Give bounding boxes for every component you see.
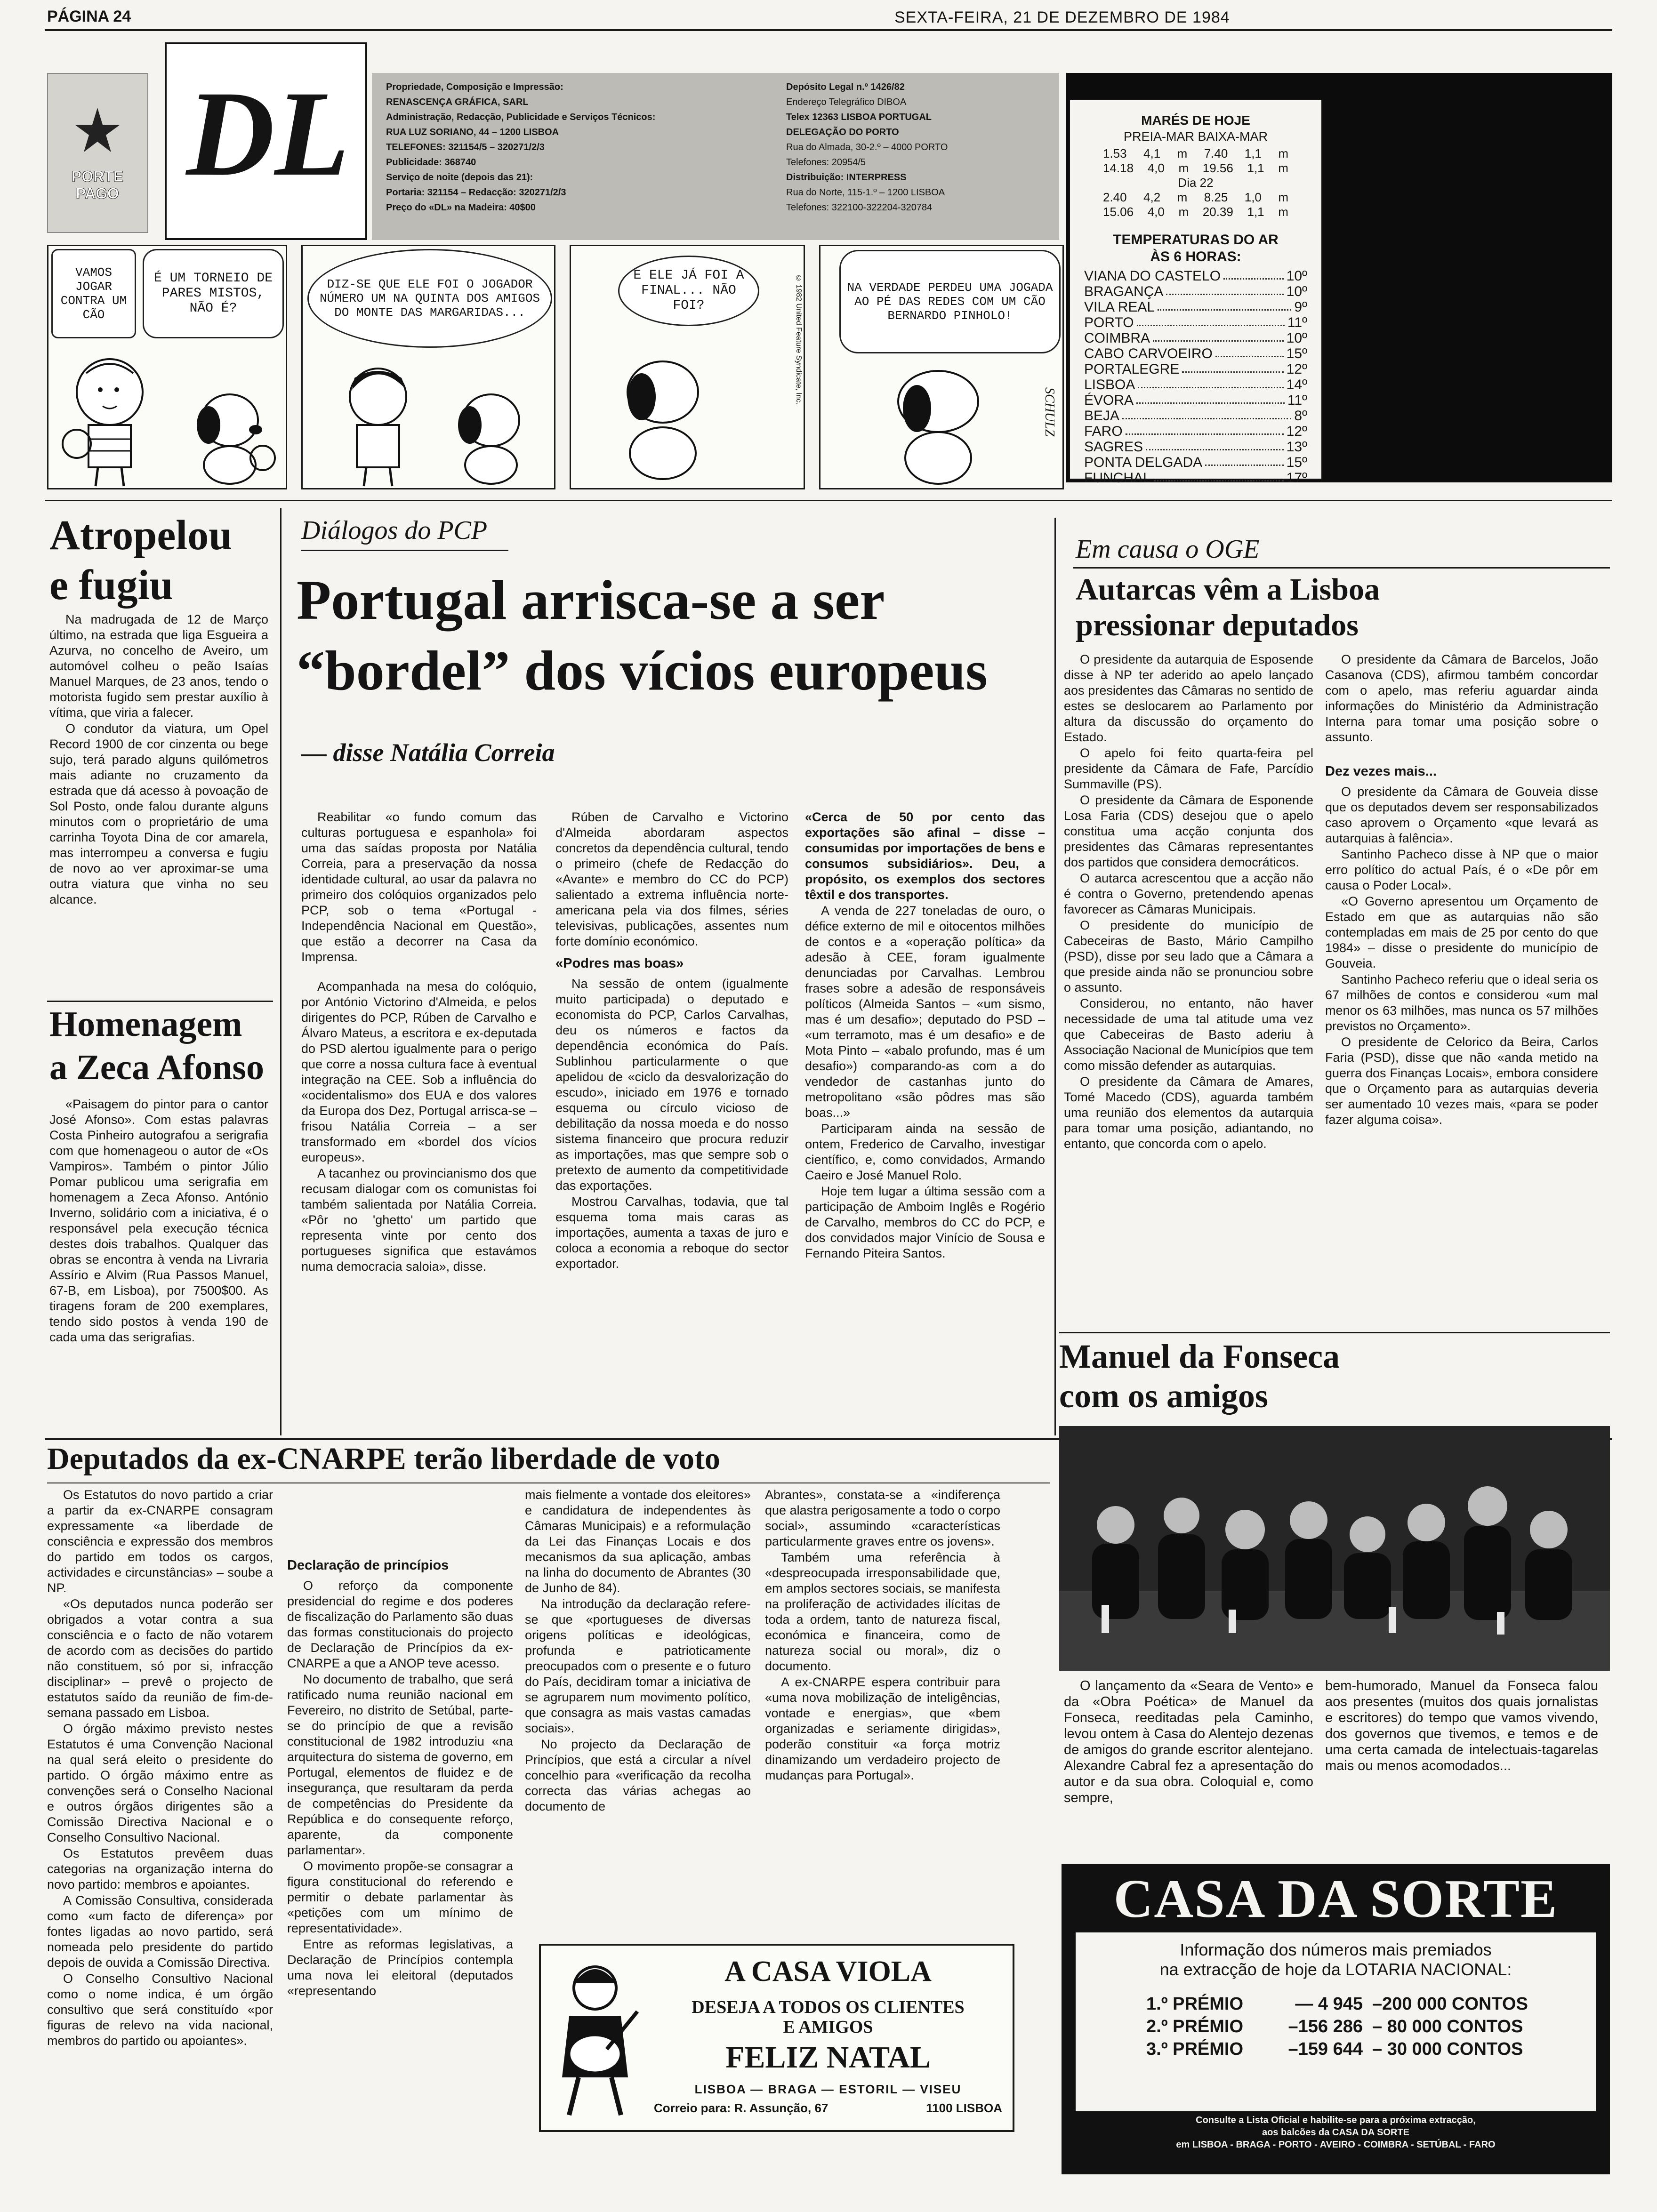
- subheading: Declaração de princípios: [287, 1558, 449, 1573]
- paragraph: Participaram ainda na sessão de ontem, Frederico de Carvalho, investigar científico, e, como convidados, Armando Caeiro e José Manuel Rolo.: [805, 1122, 1045, 1182]
- masthead-line: Distribuição: INTERPRESS: [786, 172, 907, 183]
- porte-pago-stamp: [47, 73, 148, 233]
- masthead-line: Rua do Almada, 30-2.º – 4000 PORTO: [786, 142, 948, 152]
- leader-dots: [1126, 424, 1284, 435]
- headline-atropelou: [49, 511, 275, 610]
- oge-kicker: Em causa o OGE: [1076, 535, 1260, 564]
- paragraph: O movimento propõe-se consagrar a figura constitucional do referendo e permitir o debate parlamentar às «petições com um mínimo de representatividade».: [287, 1859, 513, 1935]
- tides-title: MARÉS DE HOJE: [1141, 113, 1250, 128]
- leader-dots: [1137, 315, 1285, 326]
- paragraph: Rúben de Carvalho e Victorino d'Almeida abordaram aspectos concretos da dependência cultural, tendo o primeiro (chefe de Redacção do «Avante» e membro do CC do PCP) salientado a extrema influência norte-americana pela via dos filmes, séries televisivas, publicações, assentes num forte domínio económico.: [555, 810, 788, 948]
- group-photo-image: [1059, 1426, 1610, 1671]
- comic-panel-3: [570, 245, 805, 489]
- paragraph: O presidente da Câmara de Barcelos, João Casanova (CDS), afirmou também concordar com o apelo, mas referiu aguardar ainda informações do Ministério da Administração Interna para tomar uma posição sobre o assunto.: [1325, 652, 1598, 744]
- temperature-value: 8º: [1294, 408, 1307, 424]
- paragraph: Também uma referência à «despreocupada irresponsabilidade que, em amplos sectores sociais, se manifesta na proliferação de actividades ilícitas de toda a ordem, tanto de natureza fiscal, económica e financeira, como de natureza social ou moral», diz o documento.: [765, 1550, 1000, 1673]
- masthead-line: RENASCENÇA GRÁFICA, SARL: [386, 97, 529, 107]
- leader-dots: [1138, 377, 1283, 388]
- viola-title: A CASA VIOLA: [724, 1956, 932, 1988]
- paragraph: Mostrou Carvalhas, todavia, que tal esquema toma mais caras as importações, aumenta a taxas de juro e coloca a economia a reboque do sector exportador.: [555, 1194, 788, 1271]
- tides-header: PREIA-MAR BAIXA-MAR: [1123, 129, 1268, 144]
- city-name: VILA REAL: [1084, 299, 1155, 315]
- temperature-row: [1084, 424, 1307, 439]
- prize-label: 2.º PRÉMIO: [1146, 2017, 1244, 2036]
- paragraph: Considerou, no entanto, não haver necessidade de uma tal atitude uma vez que Cabeceiras de Basto aderiu à Associação Nacional de Municípios que tem como missão defender as autarquias.: [1064, 996, 1313, 1073]
- headline-line: com os amigos: [1059, 1377, 1268, 1415]
- paragraph: Na sessão de ontem (igualmente muito participada) o deputado e economista do PCP, Carlos Carvalhas, deu os números e factos da dependência económica do País. Sublinhou particularmente o que apelidou de «ciclo da desvalorização do escudo», iniciado em 1976 e tornado esquema ou círculo vicioso de debilitação da nossa moeda e do nosso sistema financeiro que procura reduzir as importações, mas que sempre sob o pretexto de aumento da competitividade das exportações.: [555, 977, 788, 1193]
- subheading: Dez vezes mais...: [1325, 764, 1437, 779]
- viola-greeting: FELIZ NATAL: [725, 2040, 931, 2075]
- guitar-player-icon: [550, 1960, 640, 2120]
- sorte-footer: [1066, 2114, 1605, 2151]
- masthead-line: Preço do «DL» na Madeira: 40$00: [386, 202, 536, 213]
- tide-row: 14.18 4,0 m 19.56 1,1 m: [1103, 161, 1288, 175]
- paragraph: Santinho Pacheco referiu que o ideal seria os 67 milhões de contos e considerou «um mal menor os 63 milhões, mas nunca os 57 milhões previstos no Orçamento».: [1325, 972, 1598, 1033]
- city-name: COIMBRA: [1084, 330, 1150, 346]
- masthead-line: RUA LUZ SORIANO, 44 – 1200 LISBOA: [386, 127, 559, 137]
- leader-dots: [1146, 439, 1284, 450]
- leader-dots: [1215, 346, 1284, 357]
- column-rule: [1054, 518, 1056, 1435]
- temperature-row: [1084, 455, 1307, 470]
- sorte-footer-line: aos balcões da CASA DA SORTE: [1262, 2127, 1410, 2138]
- paragraph: No documento de trabalho, que será ratificado numa reunião nacional em Fevereiro, no distrito de Setúbal, parte-se do princípio de que a revisão constitucional de 1982 introduziu «na arquitectura do sistema de governo, em Portugal, elementos de fluidez e de insegurança, que resultaram da perda de competências do Presidente da República e do consequente reforço, aparente, da componente parlamentar».: [287, 1672, 513, 1857]
- masthead-line: TELEFONES: 321154/5 – 320271/2/3: [386, 142, 545, 152]
- city-name: CABO CARVOEIRO: [1084, 346, 1213, 361]
- paragraph: Acompanhada na mesa do colóquio, por António Victorino d'Almeida, e pelos dirigentes do PCP, Rúben de Carvalho e Álvaro Mateus, a escritora e ex-deputada do PSD alertou igualmente para o perigo que corre a nossa cultura face à eventual integração na CEE. Sob a influência do «ocidentalismo» dos EUA e dos valores da Europa dos Dez, Portugal arrisca-se – frisou Natália Correia – a ser transformado em «bordel dos vícios europeus».: [301, 979, 537, 1164]
- leader-dots: [1182, 361, 1283, 373]
- sorte-footer-line: Consulte a Lista Oficial e habilite-se para a próxima extracção,: [1196, 2115, 1476, 2125]
- paragraph: A ex-CNARPE espera contribuir para «uma nova mobilização de inteligências, vontade e energias», que «bem organizadas e seriamente dirigidas», poderão constituir «a força motriz dinamizando um verdadeiro projecto de mudanças para Portugal».: [765, 1675, 1000, 1782]
- city-name: ÉVORA: [1084, 393, 1134, 408]
- city-name: SAGRES: [1084, 439, 1143, 455]
- leader-dots: [1223, 268, 1284, 280]
- prize-number: –159 644: [1288, 2039, 1363, 2059]
- masthead-info: [372, 73, 1059, 240]
- paragraph: O condutor da viatura, um Opel Record 1900 de cor cinzenta ou bege sujo, terá parado alguns quilómetros mais adiante no cruzamento da estrada que dá acesso à povoação de Sol Posto, onde falou durante alguns minutos com o proprietário de uma carrinha Toyota Dina de cor amarela, mas interrompeu a conversa e fugiu de novo ao ver aproximar-se uma outra viatura que vinha no seu alcance.: [49, 721, 268, 906]
- city-name: BRAGANÇA: [1084, 284, 1164, 299]
- leader-dots: [1154, 470, 1284, 481]
- paragraph: Santinho Pacheco disse à NP que o maior erro político do actual País, é o «De pôr em causa o Poder Local».: [1325, 847, 1598, 892]
- paragraph: «Cerca de 50 por cento das exportações são afinal – disse – consumidas por importações de bens e consumos subsidiários». Deu, a propósito, os exemplos dos sectores têxtil e dos transportes.: [805, 810, 1045, 902]
- prize-number: — 4 945: [1295, 1994, 1363, 2014]
- snoopy-figure: [609, 350, 717, 486]
- paragraph: mais fielmente a vontade dos eleitores» e candidatura de independentes às Câmaras Municipais) e a reformulação da Lei das Finanças Locais e dos mecanismos da sua aplicação, ambas na linha do documento de Abrantes (30 de Junho de 84).: [525, 1488, 751, 1595]
- viola-address: [654, 2101, 1002, 2116]
- oge-column-2: [1325, 652, 1598, 1128]
- leader-dots: [1122, 408, 1291, 419]
- headline-line: Portugal arrisca-se a ser: [297, 569, 885, 631]
- paragraph: O presidente de Celorico da Beira, Carlos Faria (PSD), disse que não «anda metido na guerra dos Finanças Locais», embora considere que o Orçamento para as autarquias deveria ser aumentado 10 vezes mais, «para se poder fazer alguma coisa».: [1325, 1035, 1598, 1127]
- masthead-line: Portaria: 321154 – Redacção: 320271/2/3: [386, 187, 566, 198]
- porte-pago-label: PORTE PAGO: [71, 168, 124, 202]
- temperature-value: 9º: [1294, 299, 1307, 315]
- leader-dots: [1205, 455, 1283, 466]
- speech-bubble: VAMOS JOGAR CONTRA UM CÃO: [51, 249, 136, 338]
- speech-bubble: NA VERDADE PERDEU UMA JOGADA AO PÉ DAS REDES COM UM CÃO BERNARDO PINHOLO!: [839, 250, 1061, 353]
- headline-line: Manuel da Fonseca: [1059, 1338, 1340, 1375]
- paragraph: Reabilitar «o fundo comum das culturas portuguesa e espanhola» foi uma das saídas proposta por Natália Correia, para a preservação da nossa identidade cultural, ao usar da palavra no primeiro dos colóquios organizados pelo PCP, sob o tema «Portugal - Independência Nacional em Questão», que estão a decorrer na Casa da Imprensa.: [301, 810, 537, 964]
- comic-panel-2: [301, 245, 555, 489]
- viola-line-1: DESEJA A TODOS OS CLIENTES: [692, 1997, 965, 2017]
- leader-dots: [1158, 299, 1291, 311]
- column-rule: [280, 508, 282, 1435]
- masthead-line: Telex 12363 LISBOA PORTUGAL: [786, 112, 932, 122]
- headline-line: e fugiu: [49, 562, 173, 609]
- prize-value: – 30 000 CONTOS: [1372, 2039, 1523, 2059]
- paragraph: Abrantes», constata-se a «indiferença que alastra perigosamente a todo o corpo social», assumindo «características particularmente graves entre os jovens».: [765, 1488, 1000, 1548]
- paragraph: Na introdução da declaração refere-se que «portugueses de diversas origens políticas e ideológicas, profunda e patrioticamente preocupados com o presente e o futuro do País, decidiram tomar a iniciativa de se agruparem num movimento político, que consagra as mais vastas camadas sociais».: [525, 1597, 751, 1735]
- fonseca-photo: [1059, 1426, 1610, 1671]
- leader-dots: [1153, 330, 1284, 342]
- temps-subtitle: ÀS 6 HORAS:: [1150, 249, 1241, 264]
- kicker-rule: [1073, 567, 1610, 569]
- temperature-value: 17º: [1286, 470, 1307, 486]
- city-name: LISBOA: [1084, 377, 1135, 393]
- paragraph: «O Governo apresentou um Orçamento de Estado em que as autarquias não são contempladas em mais de 25 por cento do que 1984» – disse o presidente do município de Gouveia.: [1325, 894, 1598, 970]
- paragraph: Os Estatutos do novo partido a criar a partir da ex-CNARPE consagram expressamente «a liberdade de consciência e expressão dos membros do partido em todos os cargos, actividades e circunstâncias» – soube a NP.: [47, 1488, 273, 1595]
- prize-row: [1146, 2038, 1582, 2060]
- fonseca-caption-1: [1064, 1678, 1313, 1806]
- temperature-row: [1084, 330, 1307, 346]
- paragraph: O Conselho Consultivo Nacional como o nome indica, é um órgão consultivo que será constituído «por figuras de relevo na vida nacional, membros do partido ou apoiantes».: [47, 1972, 273, 2048]
- comic-strip: [47, 245, 1064, 492]
- sorte-intro-1: Informação dos números mais premiados: [1180, 1940, 1492, 1959]
- masthead-line: Telefones: 322100-322204-320784: [786, 202, 933, 213]
- prize-row: [1146, 2015, 1582, 2038]
- sorte-intro-2: na extracção de hoje da LOTARIA NACIONAL:: [1159, 1960, 1512, 1979]
- cnarpe-column-1: [47, 1487, 273, 2049]
- temperature-row: [1084, 408, 1307, 424]
- cnarpe-column-3: [525, 1487, 751, 1815]
- paragraph: «Paisagem do pintor para o cantor José Afonso». Com estas palavras Costa Pinheiro autografou a serigrafia com que homenageou o autor de «Os Vampiros». Também o pintor Júlio Pomar publicou uma serigrafia em homenagem a Zeca Afonso. António Inverno, solidário com a iniciativa, é o responsável pela execução técnica destes dois trabalhos. Qualquer das obras se encontra à venda na Livraria Assírio e Alvim (Rua Passos Manuel, 67-B, em Lisboa), por 7500$00. As tiragens foram de 200 exemplares, tendo sido postos à venda 190 de cada uma das serigrafias.: [49, 1097, 268, 1344]
- prize-label: 3.º PRÉMIO: [1146, 2039, 1244, 2059]
- temperature-value: 10º: [1286, 284, 1307, 299]
- city-name: FARO: [1084, 424, 1123, 439]
- temperature-row: [1084, 315, 1307, 330]
- city-name: PONTA DELGADA: [1084, 455, 1203, 470]
- kicker-rule: [301, 550, 508, 551]
- headline-line: a Zeca Afonso: [49, 1048, 264, 1087]
- paragraph: «Os deputados nunca poderão ser obrigados a votar contra a sua consciência e o facto de não votarem de acordo com as decisões do partido não constituem, só por si, infracção disciplinar» – prevê o projecto de estatutos saído da reunião de fim-de-semana passado em Lisboa.: [47, 1597, 273, 1720]
- paragraph: Na madrugada de 12 de Março último, na estrada que liga Esgueira a Azurva, no concelho de Aveiro, um automóvel colheu o peão Isaías Manuel Marques, de 23 anos, tendo o motorista fugido sem prestar auxílio à vítima, que viria a falecer.: [49, 612, 268, 720]
- snoopy-figure: [877, 364, 999, 486]
- paragraph: A venda de 227 toneladas de ouro, o défice externo de mil e oitocentos milhões de contos e a «operação política» da adesão à CEE, foram igualmente denunciadas por Carvalhas. Lembrou frases sobre a adesão de responsáveis políticos (Almeida Santos – «um sismo, mas é um desafio»; deputado do PSD – «um terramoto, mas é um desafio» e de Mota Pinto – «abalo profundo, mas é um desafio») comparando-as com a do vendedor de castanhas junto do metropolitano «são pôdres mas são boas...»: [805, 904, 1045, 1120]
- masthead-line: DELEGAÇÃO DO PORTO: [786, 127, 899, 137]
- paragraph: O presidente da Câmara de Gouveia disse que os deputados devem ser responsabilizados caso aprovem o Orçamento «que levará as autarquias à falência».: [1325, 785, 1598, 845]
- fonseca-caption-2: [1325, 1678, 1598, 1774]
- section-rule: [45, 500, 1612, 501]
- paragraph: Os Estatutos prevêem duas categorias na organização interna do novo partido: membros e apoiantes.: [47, 1846, 273, 1891]
- dl-logo: DL: [186, 66, 350, 201]
- pcp-kicker: Diálogos do PCP: [301, 516, 488, 545]
- pcp-byline: — disse Natália Correia: [301, 738, 555, 767]
- masthead-line: Propriedade, Composição e Impressão:: [386, 82, 563, 92]
- temperature-row: [1084, 268, 1307, 284]
- pcp-column-1: [301, 809, 537, 1275]
- page-date: SEXTA-FEIRA, 21 DE DEZEMBRO DE 1984: [894, 8, 1230, 26]
- temperature-value: 10º: [1286, 268, 1307, 284]
- temperature-row: [1084, 377, 1307, 393]
- snoopy-figure: [444, 387, 538, 486]
- headline-line: “bordel” dos vícios europeus: [297, 639, 988, 702]
- leader-dots: [1136, 393, 1285, 404]
- section-rule: [47, 1001, 273, 1002]
- prize-value: – 80 000 CONTOS: [1372, 2017, 1523, 2036]
- temperature-row: [1084, 299, 1307, 315]
- logo-box: [165, 42, 367, 240]
- temperature-value: 11º: [1287, 315, 1307, 330]
- city-name: PORTALEGRE: [1084, 361, 1180, 377]
- prize-list: [1146, 1993, 1582, 2060]
- temperature-row: [1084, 439, 1307, 455]
- headline-line: Autarcas vêm a Lisboa: [1076, 572, 1380, 607]
- viola-address-label: Correio para: R. Assunção, 67: [654, 2101, 828, 2115]
- ad-casa-da-sorte: [1062, 1864, 1610, 2174]
- temperature-value: 10º: [1286, 330, 1307, 346]
- paragraph: O autarca acrescentou que a acção não é contra o Governo, pretendendo apenas favorecer as Câmaras Municipais.: [1064, 871, 1313, 916]
- viola-line-2: E AMIGOS: [783, 2017, 873, 2037]
- prize-row: [1146, 1993, 1582, 2015]
- prize-number: –156 286: [1288, 2017, 1363, 2036]
- paragraph: O presidente da Câmara de Amares, Tomé Macedo (CDS), aguarda também uma reunião dos elementos da autarquia para tomar uma posição, adiantando, no entanto, que concorda com o apelo.: [1064, 1074, 1313, 1151]
- city-name: FUNCHAL: [1084, 470, 1151, 486]
- comic-signature: SCHULZ: [1042, 387, 1057, 437]
- tide-row: 1.53 4,1 m 7.40 1,1 m: [1103, 146, 1288, 160]
- masthead-line: Administração, Redacção, Publicidade e Serviços Técnicos:: [386, 112, 656, 122]
- headline-line: Homenagem: [49, 1004, 242, 1044]
- temperature-value: 15º: [1286, 455, 1307, 470]
- weather-panel: [1069, 99, 1323, 486]
- pcp-column-2: [555, 809, 788, 1272]
- paragraph: O presidente da Câmara de Esponende Losa Faria (CDS) desejou que o apelo constitua uma acção conjunta dos presidentes das Câmaras representantes dos partidos que considera democráticos.: [1064, 793, 1313, 869]
- headline-line: pressionar deputados: [1076, 608, 1359, 642]
- temperature-value: 12º: [1286, 424, 1307, 439]
- oge-headline: [1076, 572, 1612, 643]
- paragraph: Hoje tem lugar a última sessão com a participação de Amboim Inglês e Rogério de Carvalho, membros do CC do PCP, e dos convidados major Vinício de Sousa e Fernando Piteira Santos.: [805, 1184, 1045, 1260]
- masthead-right: [786, 80, 1050, 215]
- page-number: PÁGINA 24: [47, 8, 131, 25]
- viola-cities: LISBOA — BRAGA — ESTORIL — VISEU: [694, 2082, 962, 2096]
- temperature-value: 13º: [1286, 439, 1307, 455]
- temperature-value: 14º: [1286, 377, 1307, 393]
- charlie-brown-figure: [58, 354, 161, 489]
- masthead-line: Depósito Legal n.º 1426/82: [786, 82, 905, 92]
- cnarpe-headline: Deputados da ex-CNARPE terão liberdade de voto: [47, 1442, 720, 1476]
- masthead-line: Rua do Norte, 115-1.º – 1200 LISBOA: [786, 187, 945, 198]
- temperature-row: [1084, 361, 1307, 377]
- temperature-row: [1084, 346, 1307, 361]
- temperature-value: 11º: [1287, 393, 1307, 408]
- temps-list: [1084, 268, 1307, 486]
- paragraph: O presidente da autarquia de Esposende disse à NP ter aderido ao apelo lançado aos presidentes das Câmaras no sentido de estes se deslocarem ao Parlamento por altura da discussão do orçamento do Estado.: [1064, 652, 1313, 744]
- pcp-headline: [297, 565, 1059, 706]
- ad-casa-viola: [539, 1944, 1014, 2132]
- paragraph: O lançamento da «Seara de Vento» e da «Obra Poética» de Manuel da Fonseca, reeditadas pela Caminho, levou ontem à Casa do Alentejo dezenas de amigos do grande escritor alentejano. Alexandre Cabral fez a apresentação do autor e da sua obra. Coloquial e, como sempre,: [1064, 1678, 1313, 1805]
- peppermint-patty-figure: [331, 364, 425, 489]
- sorte-info-box: [1076, 1932, 1596, 2111]
- city-name: PORTO: [1084, 315, 1134, 330]
- paragraph: Entre as reformas legislativas, a Declaração de Princípios contempla uma nova lei eleitoral (deputados «representando: [287, 1937, 513, 1998]
- comic-panel-4: [819, 245, 1064, 489]
- tide-day-label: Dia 22: [1178, 176, 1214, 190]
- cnarpe-column-2: [287, 1487, 513, 1999]
- temps-title: TEMPERATURAS DO AR: [1113, 232, 1279, 248]
- temperature-row: [1084, 284, 1307, 299]
- speech-bubble: E ELE JÁ FOI A FINAL... NÃO FOI?: [618, 256, 759, 326]
- temperature-value: 15º: [1286, 346, 1307, 361]
- section-rule: [1059, 1332, 1610, 1333]
- snoopy-figure: [180, 387, 279, 486]
- paragraph: O apelo foi feito quarta-feira pel presidente da Câmara de Fafe, Parcídio Summaville (PS).: [1064, 746, 1313, 791]
- viola-postcode: 1100 LISBOA: [926, 2101, 1002, 2115]
- temperature-row: [1084, 470, 1307, 486]
- paragraph: A Comissão Consultiva, considerada como «um facto de diferença» por fontes ligadas ao novo partido, será nomeada pelo presidente do partido depois de ouvida a Comissão Directiva.: [47, 1893, 273, 1970]
- masthead-line: Publicidade: 368740: [386, 157, 476, 168]
- article-homenagem: [49, 1097, 268, 1346]
- masthead-line: Telefones: 20954/5: [786, 157, 866, 168]
- subheading: «Podres mas boas»: [555, 956, 684, 971]
- article-atropelou: [49, 612, 268, 908]
- prize-value: –200 000 CONTOS: [1372, 1994, 1528, 2014]
- temperature-value: 12º: [1286, 361, 1307, 377]
- paragraph: No projecto da Declaração de Princípios, que está a circular a nível concelhio para «verificação da recolha correcta das várias achegas ao documento de: [525, 1737, 751, 1813]
- header-rule: [45, 29, 1612, 31]
- headline-homenagem: [49, 1002, 275, 1089]
- paragraph: O presidente do município de Cabeceiras de Basto, Mário Campilho (PSD), disse por seu lado que a Câmara a que preside ainda não se pronunciou sobre o assunto.: [1064, 918, 1313, 994]
- paragraph: O órgão máximo previsto nestes Estatutos é uma Convenção Nacional na qual será eleito o presidente do partido. O órgão máximo entre as convenções será o Conselho Nacional e outros órgãos dirigentes são a Comissão Directiva Nacional e o Conselho Consultivo Nacional.: [47, 1722, 273, 1844]
- star-emblem-icon: [74, 107, 121, 154]
- pcp-column-3: [805, 809, 1045, 1262]
- leader-dots: [1166, 284, 1283, 295]
- speech-bubble: DIZ-SE QUE ELE FOI O JOGADOR NÚMERO UM NA QUINTA DOS AMIGOS DO MONTE DAS MARGARIDAS...: [307, 249, 552, 348]
- oge-column-1: [1064, 652, 1313, 1152]
- tides-table: [1103, 146, 1288, 219]
- fonseca-headline: [1059, 1337, 1610, 1416]
- comic-copyright: © 1982 United Feature Syndicate, Inc.: [795, 274, 803, 405]
- masthead-line: Serviço de noite (depois das 21):: [386, 172, 533, 183]
- masthead-line: Endereço Telegráfico DIBOA: [786, 97, 907, 107]
- headline-line: Atropelou: [49, 512, 233, 559]
- comic-panel-1: [47, 245, 287, 489]
- masthead-left: [386, 80, 734, 215]
- city-name: BEJA: [1084, 408, 1120, 424]
- tide-row: 2.40 4,2 m 8.25 1,0 m: [1103, 190, 1288, 204]
- speech-bubble: É UM TORNEIO DE PARES MISTOS, NÃO É?: [143, 249, 284, 338]
- temperature-row: [1084, 393, 1307, 408]
- paragraph: A tacanhez ou provincianismo dos que recusam dialogar com os comunistas foi também salientada por Natália Correia. «Pôr no 'ghetto' um partido que representa vinte por cento dos portugueses significa que estavámos numa democracia saloia», disse.: [301, 1166, 537, 1274]
- city-name: VIANA DO CASTELO: [1084, 268, 1221, 284]
- cnarpe-column-4: [765, 1487, 1000, 1784]
- paragraph: bem-humorado, Manuel da Fonseca falou aos presentes (muitos dos quais jornalistas e escritores) do tempo que vamos vivendo, dos governos que tivemos, e temos e de uma certa camada de intelectuais-tagarelas mais ou menos acomodados...: [1325, 1678, 1598, 1773]
- sorte-title: CASA DA SORTE: [1113, 1869, 1558, 1929]
- tide-row: 15.06 4,0 m 20.39 1,1 m: [1103, 205, 1288, 219]
- sorte-footer-line: em LISBOA - BRAGA - PORTO - AVEIRO - COIMBRA - SETÚBAL - FARO: [1176, 2140, 1496, 2150]
- prize-label: 1.º PRÉMIO: [1146, 1994, 1244, 2014]
- paragraph: O reforço da componente presidencial do regime e dos poderes de fiscalização do Parlamento são duas das formas constitucionais do projecto de Declaração de Princípios da ex-CNARPE a que a ANOP teve acesso.: [287, 1579, 513, 1670]
